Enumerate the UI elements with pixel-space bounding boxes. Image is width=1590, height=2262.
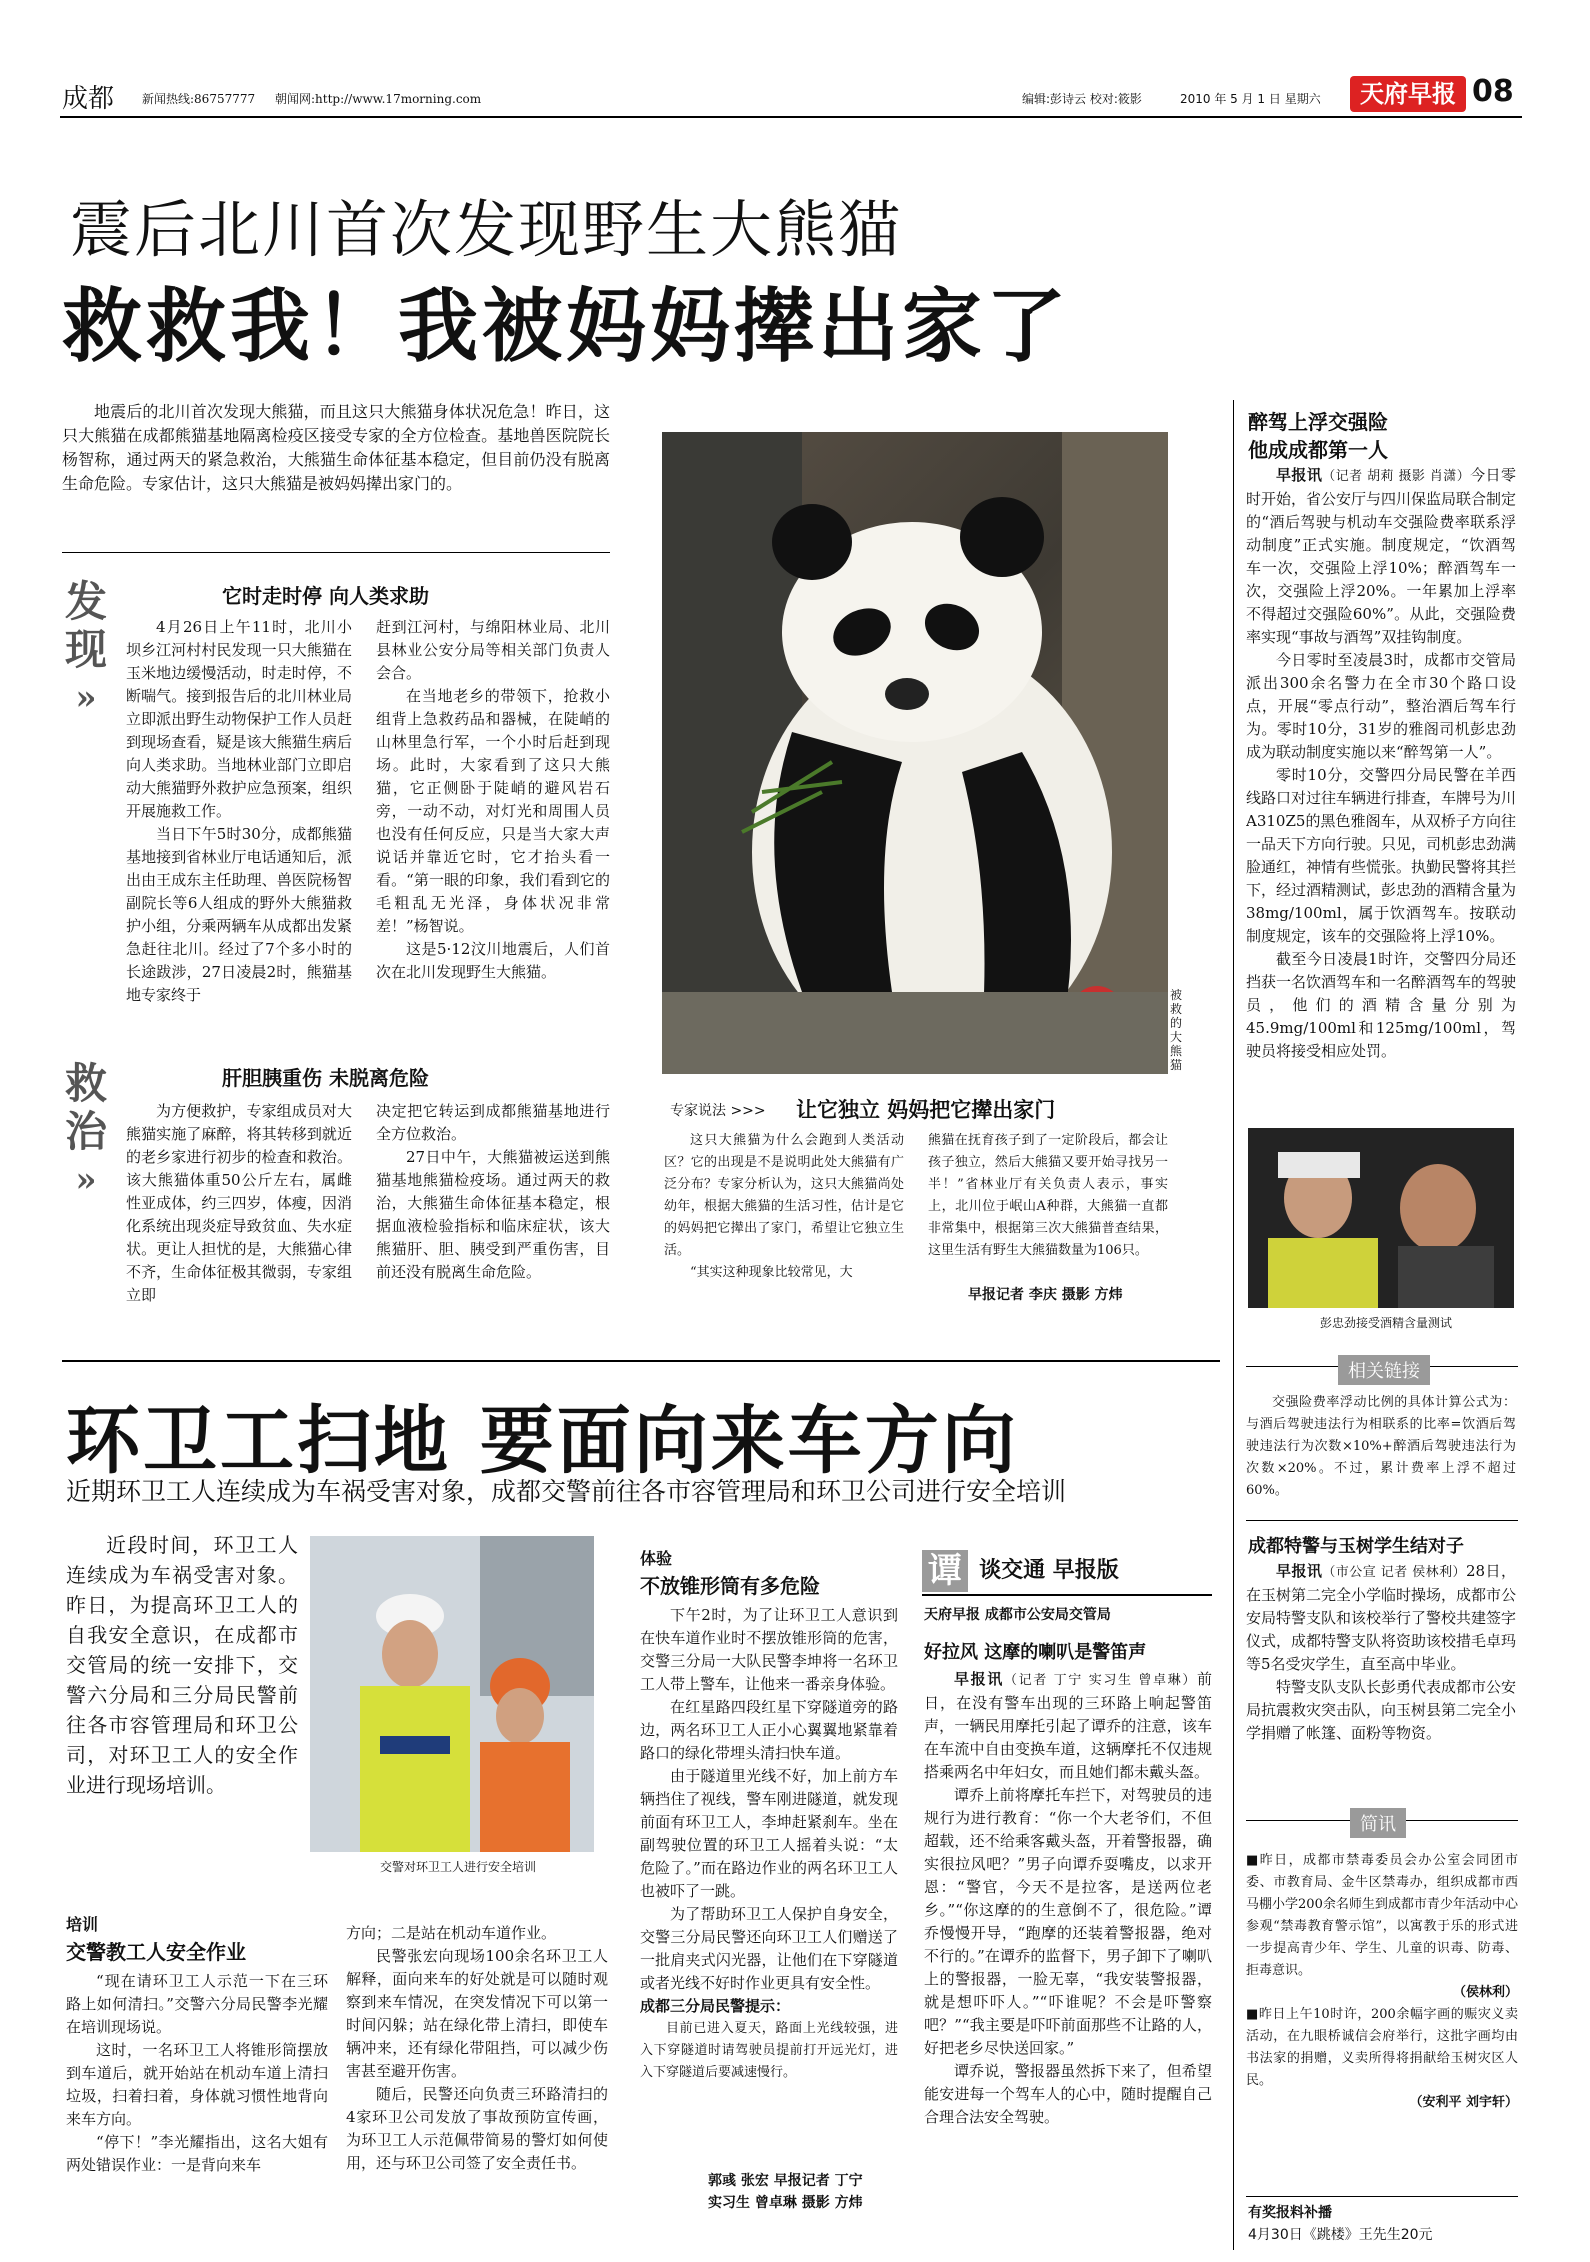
experience-byline1: 郭彧 张宏 早报记者 丁宁 <box>708 2173 863 2189</box>
tag-discovery <box>62 578 110 722</box>
discovery-section-title: 它时走时停 向人类求助 <box>222 584 429 608</box>
reward-text: 4月30日《跳楼》王先生20元 <box>1248 2227 1433 2243</box>
column-sponsors: 天府早报 成都市公安局交管局 <box>924 1607 1111 1623</box>
sanitation-illustration <box>310 1536 594 1852</box>
panda-photo <box>662 432 1168 1074</box>
train-col1: “现在请环卫工人示范一下在三环路上如何清扫。”交警六分局民警李光耀在培训现场说。 这时，一名环卫工人将锥形筒摆放到车道后，就开始站在机动车道上清扫垃圾，扫着扫着，身体就习惯性地背向来车方向。 “停下！”李光耀指出，这名大姐有两处错误作业：一是背向来车 <box>66 1972 328 2174</box>
tip-title: 成都三分局民警提示： <box>640 1997 791 2015</box>
column-logo-char: 谭 <box>922 1550 968 1592</box>
discovery-col1: 4月26日上午11时，北川小坝乡江河村村民发现一只大熊猫在玉米地边缓慢活动，时走时停，不断喘气。接到报告后的北川林业局立即派出野生动物保护工作人员赶到现场查看，疑是该大熊猫生病后向人类求助。当地林业部门立即启动大熊猫野外救护应急预案，组织开展施救工作。 当日下午5时30分，成都熊猫基地接到省林业厅电话通知后，派出由王成东主任助理、兽医院杨智副院长等6人组成的野外大熊猫救护小组，分乘两辆车从成都出发紧急赶往北川。经过了7个多小时的长途跋涉，27日凌晨2时，熊猫基地专家终于 <box>126 618 352 1004</box>
panda-lead-rule <box>62 552 610 553</box>
teshu-body: 早报讯（市公宣 记者 侯林利）28日，在玉树第二完全小学临时操场，成都市公安局特警支队和该校举行了警校共建签字仪式，成都特警支队将资助该校措毛卓玛等5名受灾学生，直至高中毕业。 特警支队支队长彭勇代表成都市公安局抗震救灾突击队，向玉树县第二完全小学捐赠了帐篷、面粉等物资。 <box>1246 1562 1516 1742</box>
column-body: 早报讯（记者 丁宁 实习生 曾卓琳）前日，在没有警车出现的三环路上响起警笛声，一辆民用摩托引起了谭乔的注意，该车在车流中自由变换车道，这辆摩托不仅违规搭乘两名中年妇女，而且她们都未戴头盔。 谭乔上前将摩托车拦下，对驾驶员的违规行为进行教育：“你一个大老爷们，不但超载，还不给乘客戴头盔，开着警报器，确实很拉风吧？”男子向谭乔耍嘴皮，以求开恩：“警官，今天不是拉客，是送两位老乡。”“你这摩的的生意倒不了，很危险。”谭乔慢慢开导，“跑摩的还装着警报器，绝对不行的。”在谭乔的监督下，男子卸下了喇叭上的警报器，一脸无辜，“我安装警报器，就是想吓吓人。”“吓谁呢？不会是吓警察吧？”“我主要是吓吓前面那些不让路的人，好把老乡尽快送回家。” 谭乔说，警报器虽然拆下来了，但希望能安进每一个驾车人的心中，随时提醒自己合理合法安全驾驶。 <box>924 1670 1212 2126</box>
sanitation-photo <box>310 1536 594 1852</box>
treatment-col2: 决定把它转运到成都熊猫基地进行全方位救治。 27日中午，大熊猫被运送到熊猫基地熊猫检疫场。通过两天的救治，大熊猫生命体征基本稳定，根据血液检验指标和临床症状，该大熊猫肝、胆、胰受到严重伤害，目前还没有脱离生命危险。 <box>376 1102 610 1281</box>
paper-logo <box>1350 76 1466 112</box>
masthead-date: 2010 年 5 月 1 日 星期六 <box>1180 92 1321 106</box>
related-title: 相关链接 <box>1338 1355 1430 1385</box>
drunk-title-line2: 他成成都第一人 <box>1248 438 1388 462</box>
expert-title: 让它独立 妈妈把它撵出家门 <box>796 1098 1056 1122</box>
related-box <box>1338 1355 1430 1385</box>
tag-treatment-char1: 救 <box>64 1059 107 1108</box>
tag-treatment-arrow: » <box>75 1160 97 1200</box>
column-lead: 早报讯 <box>954 1670 1004 1688</box>
drunk-title-line1: 醉驾上浮交强险 <box>1248 410 1388 434</box>
expert-col2: 熊猫在抚育孩子到了一定阶段后，都会让孩子独立，然后大熊猫又要开始寻找另一半！”省林业厅有关负责人表示，事实上，北川位于岷山A种群，大熊猫一直都非常集中，根据第三次大熊猫普查结果，这里生活有野生大熊猫数量为106只。 <box>928 1133 1168 1258</box>
panda-photo-caption: 被救的大熊猫 <box>1170 988 1183 1072</box>
teshu-lead: 早报讯 <box>1276 1562 1323 1580</box>
tag-discovery-arrow: » <box>75 678 97 718</box>
tag-discovery-char1: 发 <box>64 577 107 626</box>
page-number: 08 <box>1472 74 1514 109</box>
column-title: 好拉风 这摩的喇叭是警笛声 <box>924 1642 1147 1663</box>
panda-byline: 早报记者 李庆 摄影 方炜 <box>968 1287 1123 1303</box>
tag-treatment-char2: 治 <box>64 1107 107 1156</box>
brief-item1-sign: （侯林利） <box>1452 1985 1518 2000</box>
reward-rule <box>1246 2196 1518 2197</box>
related-text: 交强险费率浮动比例的具体计算公式为：与酒后驾驶违法行为相联系的比率=饮酒后驾驶违法行为次数×10%+醉酒后驾驶违法行为次数×20%。不过，累计费率上浮不超过60%。 <box>1246 1395 1516 1498</box>
panda-lead: 地震后的北川首次发现大熊猫，而且这只大熊猫身体状况危急！昨日，这只大熊猫在成都熊猫基地隔离检疫区接受专家的全方位检查。基地兽医院院长杨智称，通过两天的紧急救治，大熊猫生命体征基本稳定，但目前仍没有脱离生命危险。专家估计，这只大熊猫是被妈妈撵出家门的。 <box>62 402 610 493</box>
drunk-credit: （记者 胡莉 摄影 肖潇） <box>1322 469 1471 484</box>
teshu-title: 成都特警与玉树学生结对子 <box>1248 1536 1464 1557</box>
reward-title: 有奖报料补播 <box>1248 2205 1332 2221</box>
train-kicker: 培训 <box>66 1915 99 1934</box>
paper-logo-text: 天府早报 <box>1360 79 1456 108</box>
right-column-rule <box>1233 400 1234 2250</box>
sanitation-headline: 环卫工扫地 要面向来车方向 <box>66 1398 1019 1484</box>
masthead-hotline: 新闻热线:86757777 <box>142 92 256 106</box>
treatment-section-title: 肝胆胰重伤 未脱离危险 <box>222 1066 429 1090</box>
brief-item2-sign: （安利平 刘宇轩） <box>1409 2095 1518 2110</box>
treatment-col1: 为方便救护，专家组成员对大熊猫实施了麻醉，将其转移到就近的老乡家进行初步的检查和救治。该大熊猫体重50公斤左右，属雌性亚成体，约三四岁，体瘦，因消化系统出现炎症导致贫血、失水症状。更让人担忧的是，大熊猫心律不齐，生命体征极其微弱，专家组立即 <box>126 1102 352 1304</box>
experience-kicker: 体验 <box>640 1549 673 1568</box>
expert-label: 专家说法 >>> <box>670 1103 766 1119</box>
panda-headline: 震后北川首次发现野生大熊猫 <box>70 193 903 266</box>
header-rule <box>60 116 1522 118</box>
brief-box <box>1350 1808 1406 1838</box>
panda-illustration <box>662 432 1168 1074</box>
drunk-photo <box>1248 1128 1514 1308</box>
sanitation-deck: 近期环卫工人连续成为车祸受害对象，成都交警前往各市容管理局和环卫公司进行安全培训 <box>66 1477 1067 1506</box>
experience-body: 下午2时，为了让环卫工人意识到在快车道作业时不摆放锥形筒的危害，交警三分局一大队民警李坤将一名环卫工人带上警车，让他来一番亲身体验。 在红星路四段红星下穿隧道旁的路边，两名环卫工人正小心翼翼地紧靠着路口的绿化带埋头清扫快车道。 由于隧道里光线不好，加上前方车辆挡住了视线，警车刚进隧道，就发现前面有环卫工人，李坤赶紧刹车。坐在副驾驶位置的环卫工人摇着头说：“太危险了。”而在路边作业的两名环卫工人也被吓了一跳。 为了帮助环卫工人保护自身安全，交警三分局民警还向环卫工人们赠送了一批肩夹式闪光器，让他们在下穿隧道或者光线不好时作业更具有安全性。 成都三分局民警提示： 目前已进入夏天，路面上光线较强，进入下穿隧道时请驾驶员提前打开远光灯，进入下穿隧道后要减速慢行。 <box>640 1606 898 2080</box>
sanitation-top-rule <box>62 1360 1220 1362</box>
train-col2: 方向；二是站在机动车道作业。 民警张宏向现场100余名环卫工人解释，面向来车的好处就是可以随时观察到来车情况，在突发情况下可以第一时间闪躲；站在绿化带上清扫，即使车辆冲来，还有绿化带阻挡，可以减少伤害甚至避开伤害。 随后，民警还向负责三环路清扫的4家环卫公司发放了事故预防宣传画，为环卫工人示范佩带简易的警灯如何使用，还与环卫公司签了安全责任书。 <box>346 1924 608 2172</box>
tag-discovery-char2: 现 <box>64 625 107 674</box>
column-logo <box>922 1550 1212 1596</box>
experience-title: 不放锥形筒有多危险 <box>640 1574 820 1598</box>
drunk-illustration <box>1248 1128 1514 1308</box>
masthead-section: 成都 <box>62 84 115 114</box>
related-bottom-rule <box>1246 1520 1518 1521</box>
tag-treatment <box>62 1060 110 1204</box>
brief-body: ■昨日，成都市禁毒委员会办公室会同团市委、市教育局、金牛区禁毒办，组织成都市西马棚小学200余名师生到成都市青少年活动中心参观“禁毒教育警示馆”，以寓教于乐的形式进一步提高青少年、学生、儿童的识毒、防毒、拒毒意识。 （侯林利） ■昨日上午10时许，200余幅字画的赈灾义卖活动，在九眼桥诚信会府举行，这批字画均由书法家的捐赠，义卖所得将捐献给玉树灾区人民。 （安利平 刘宇轩） <box>1246 1850 1518 2114</box>
experience-byline2: 实习生 曾卓琳 摄影 方炜 <box>708 2195 863 2211</box>
column-logo-text: 谈交通 早报版 <box>979 1558 1119 1583</box>
column-credit: （记者 丁宁 实习生 曾卓琳） <box>1003 1673 1197 1688</box>
train-title: 交警教工人安全作业 <box>66 1940 246 1964</box>
drunk-body: 早报讯（记者 胡莉 摄影 肖潇）今日零时开始，省公安厅与四川保监局联合制定的“酒后驾驶与机动车交强险费率联系浮动制度”正式实施。制度规定，“饮酒驾车一次，交强险上浮10%；醉酒驾车一次，交强险上浮20%。一年累加上浮率不得超过交强险60%”。从此，交强险费率实现“事故与酒驾”双挂钩制度。 今日零时至凌晨3时，成都市交管局派出300余名警力在全市30个路口设点，开展“零点行动”，整治酒后驾车行为。零时10分，31岁的雅阁司机彭忠劲成为联动制度实施以来“醉驾第一人”。 零时10分，交警四分局民警在羊西线路口对过往车辆进行排查，车牌号为川A310Z5的黑色雅阁车，从双桥子方向往一品天下方向行驶。只见，司机彭忠劲满脸通红，神情有些慌张。执勤民警将其拦下，经过酒精测试，彭忠劲的酒精含量为38mg/100ml，属于饮酒驾车。按联动制度规定，该车的交强险将上浮10%。 截至今日凌晨1时许，交警四分局还挡获一名饮酒驾车和一名醉酒驾车的驾驶员，他们的酒精含量分别为45.9mg/100ml和125mg/100ml，驾驶员将接受相应处罚。 <box>1246 466 1516 1060</box>
teshu-credit: （市公宣 记者 侯林利） <box>1322 1565 1467 1580</box>
discovery-col2: 赶到江河村，与绵阳林业局、北川县林业公安分局等相关部门负责人会合。 在当地老乡的带领下，抢救小组背上急救药品和器械，在陡峭的山林里急行军，一个小时后赶到现场。此时，大家看到了这只大熊猫，它正侧卧于陡峭的避风岩石旁，一动不动，对灯光和周围人员也没有任何反应，只是当大家大声说话并靠近它时，它才抬头看一看。“第一眼的印象，我们看到它的毛粗乱无光泽，身体状况非常差！”杨智说。 这是5·12汶川地震后，人们首次在北川发现野生大熊猫。 <box>376 618 610 981</box>
masthead-website: 朝闻网:http://www.17morning.com <box>275 92 482 106</box>
drunk-lead: 早报讯 <box>1276 466 1323 484</box>
masthead-editors: 编辑:彭诗云 校对:筱影 <box>1022 92 1142 106</box>
panda-subheadline: 救救我！我被妈妈撵出家了 <box>62 280 1070 373</box>
sanitation-lead: 近段时间，环卫工人连续成为车祸受害对象。昨日，为提高环卫工人的自我安全意识，在成都市交管局的统一安排下，交警六分局和三分局民警前往各市容管理局和环卫公司，对环卫工人的安全作业进行现场培训。 <box>66 1533 298 1797</box>
sanitation-photo-caption: 交警对环卫工人进行安全培训 <box>380 1860 537 1874</box>
brief-title: 简讯 <box>1350 1808 1406 1838</box>
drunk-photo-caption: 彭忠劲接受酒精含量测试 <box>1320 1316 1453 1330</box>
expert-col1: 这只大熊猫为什么会跑到人类活动区？它的出现是不是说明此处大熊猫有广泛分布？专家分析认为，这只大熊猫尚处幼年，根据大熊猫的生活习性，估计是它的妈妈把它撵出了家门，希望让它独立生活。 “其实这种现象比较常见，大 <box>664 1133 904 1280</box>
